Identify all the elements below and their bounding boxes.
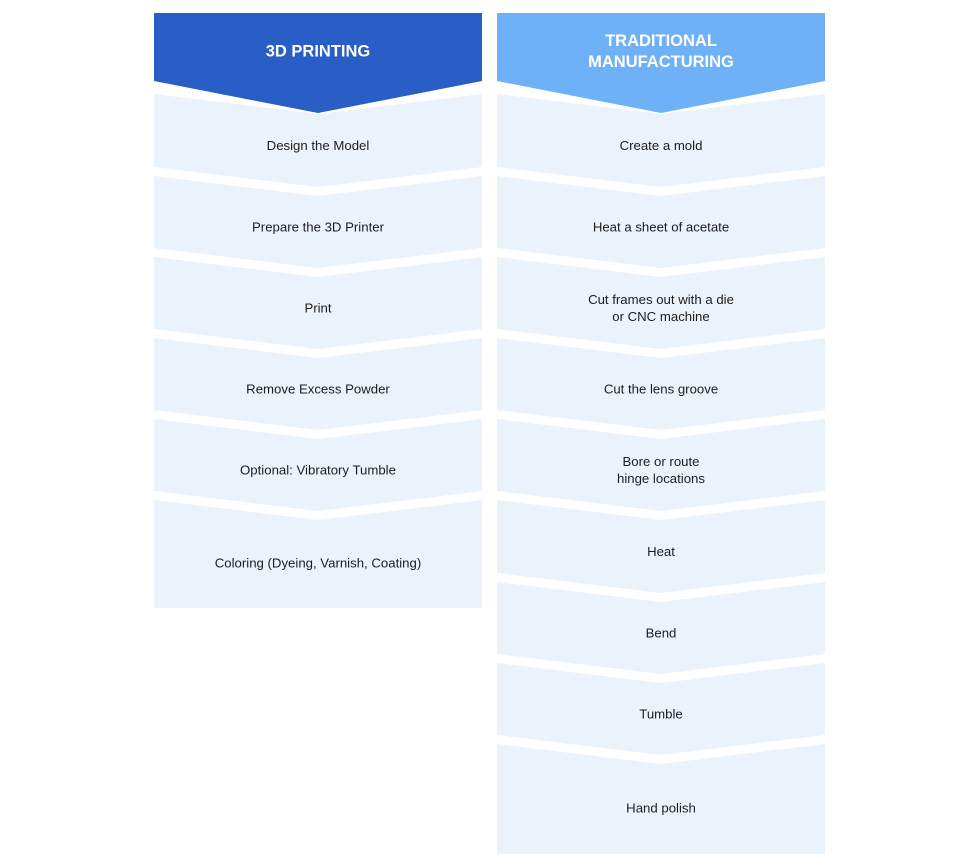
step-label: Cut the lens groove [603, 381, 719, 397]
step-label: Create a mold [619, 137, 703, 153]
step-label: Optional: Vibratory Tumble [240, 462, 396, 478]
step-label: Hand polish [626, 800, 696, 816]
step-chevron [154, 500, 482, 608]
column-title: MANUFACTURING [588, 52, 734, 71]
column-title: 3D PRINTING [265, 42, 371, 61]
step-chevron [497, 744, 825, 854]
step-label: Bend [645, 625, 677, 641]
column-3d-printing [154, 13, 482, 608]
step-label: Remove Excess Powder [246, 381, 390, 397]
column-title: TRADITIONAL [605, 31, 717, 50]
step-label: Heat a sheet of acetate [592, 219, 730, 235]
step-label: Print [304, 300, 332, 316]
step-label: Tumble [639, 706, 683, 722]
step-label: Prepare the 3D Printer [252, 219, 384, 235]
step-label: Bore or route [622, 453, 700, 469]
step-label: Design the Model [266, 137, 370, 153]
step-label: hinge locations [617, 470, 705, 486]
column-traditional-manufacturing [497, 13, 825, 854]
step-label: or CNC machine [612, 308, 710, 324]
step-label: Heat [647, 543, 675, 559]
step-label: Cut frames out with a die [588, 291, 734, 307]
step-label: Coloring (Dyeing, Varnish, Coating) [214, 555, 422, 571]
column-header-shape [154, 13, 482, 113]
